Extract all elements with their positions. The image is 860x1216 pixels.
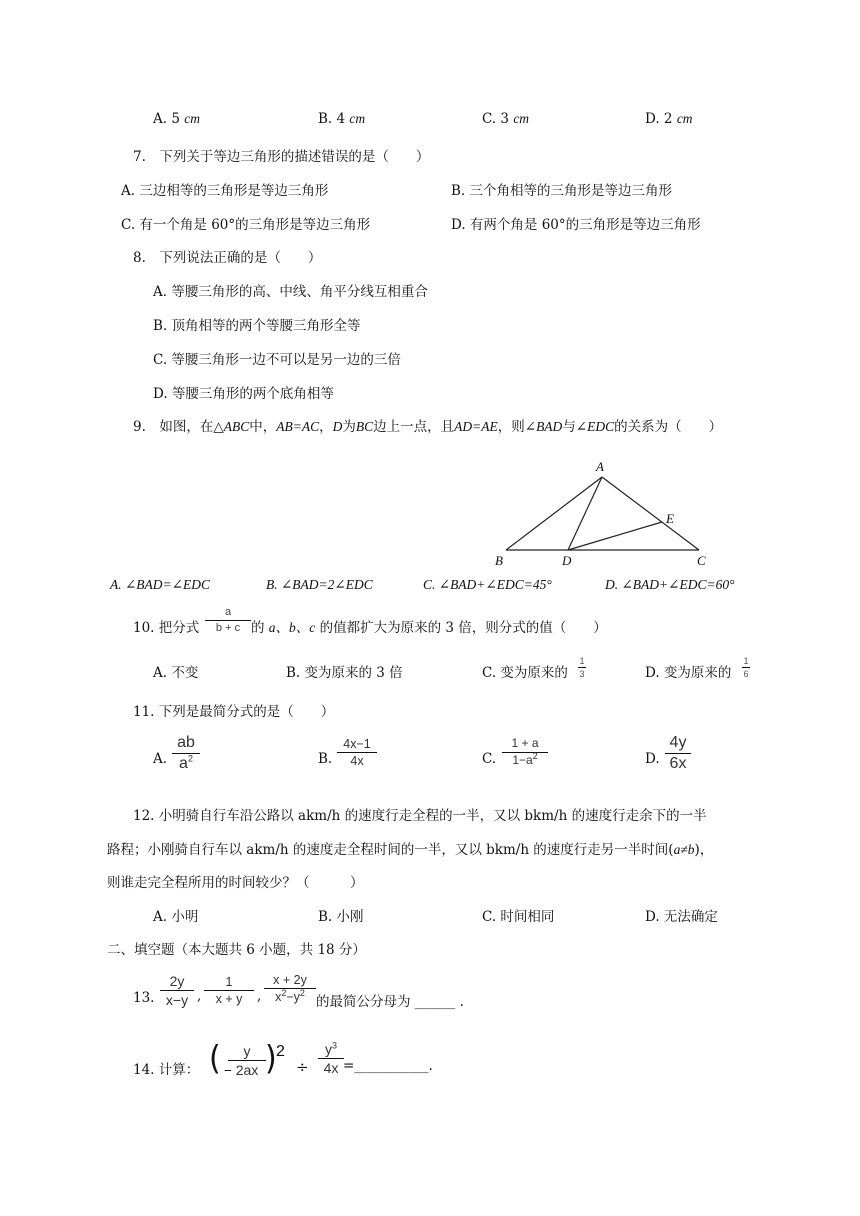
label-e: E <box>666 511 674 526</box>
q6-option-d: D. 2 cm <box>645 111 693 127</box>
q13-fraction-3: x + 2y $x^2-y^2$ <box>264 973 316 1005</box>
q7-option-a: A. 三边相等的三角形是等边三角形 <box>121 183 329 199</box>
q8-option-d: D. 等腰三角形的两个底角相等 <box>153 386 334 402</box>
q14-exponent: 2 <box>276 1043 285 1060</box>
q9-option-c: C. ∠BAD+∠EDC=45° <box>423 577 552 592</box>
q12-option-d: D. 无法确定 <box>645 909 718 925</box>
q14-answer-blank: =___________. <box>343 1058 433 1074</box>
q12-option-a: A. 小明 <box>153 909 199 925</box>
segment-ad <box>568 477 602 550</box>
q8-option-a: A. 等腰三角形的高、中线、角平分线互相重合 <box>153 284 428 300</box>
q10-option-d: D. 变为原来的 <box>645 665 732 681</box>
q10-option-b: B. 变为原来的 3 倍 <box>286 665 403 681</box>
q11-option-a-fraction: ab $a^2$ <box>172 734 200 774</box>
q13-number: 13. <box>133 990 155 1006</box>
q8-option-c: C. 等腰三角形一边不可以是另一边的三倍 <box>153 352 401 368</box>
q11-option-d-fraction: 4y 6x <box>665 734 691 774</box>
left-paren-icon: ( <box>209 1039 221 1078</box>
q7-stem: 7. 下列关于等边三角形的描述错误的是（ ） <box>133 149 430 165</box>
q14-fraction-1: y 2ax <box>228 1043 266 1078</box>
q7-option-d: D. 有两个角是 60°的三角形是等边三角形 <box>451 217 701 233</box>
q13-separator-2: , <box>257 988 262 1004</box>
q14-minus-sign: − <box>224 1063 232 1078</box>
segment-ab <box>506 477 602 550</box>
q10-option-a: A. 不变 <box>153 665 199 681</box>
q7-option-c: C. 有一个角是 60°的三角形是等边三角形 <box>121 217 371 233</box>
q7-option-b: B. 三个角相等的三角形是等边三角形 <box>451 183 673 199</box>
q12-option-c: C. 时间相同 <box>482 909 555 925</box>
q9-stem: 9. 如图，在△ABC中，AB=AC，D为BC边上一点，且AD=AE，则∠BAD与∠EDC的关系为（ ） <box>133 419 723 435</box>
q13-fraction-2: 1 x + y <box>204 975 254 1007</box>
q11-option-c-fraction: 1 + a $1-a^2$ <box>502 737 548 768</box>
q14-divide-sign: ÷ <box>296 1058 309 1076</box>
q14-fraction-2: $y^3$ 4x <box>318 1041 344 1076</box>
q10-option-d-fraction: 1 6 <box>743 656 749 680</box>
label-b: B <box>495 553 503 568</box>
label-a: A <box>596 459 604 474</box>
q11-option-b-label: B. <box>318 751 333 767</box>
section-2-heading: 二、填空题（本大题共 6 小题，共 18 分） <box>107 942 366 958</box>
q11-stem: 11. 下列是最简分式的是（ ） <box>133 704 335 720</box>
q13-separator-1: , <box>197 988 202 1004</box>
right-paren-icon: ) <box>265 1039 277 1078</box>
q12-line-2: 路程；小刚骑自行车以 akm/h 的速度走全程时间的一半，又以 bkm/h 的速度行走另一半时间(a≠b)， <box>107 842 714 858</box>
q13-fraction-1: 2y x−y <box>160 973 194 1008</box>
label-d: D <box>562 553 572 568</box>
q9-option-b: B. ∠BAD=2∠EDC <box>266 577 373 592</box>
q6-option-a: A. 5 cm <box>153 111 200 127</box>
q12-option-b: B. 小刚 <box>318 909 364 925</box>
q11-option-b-fraction: 4x−1 4x <box>337 737 377 769</box>
q12-line-1: 12. 小明骑自行车沿公路以 akm/h 的速度行走全程的一半，又以 bkm/h 的速度行走余下的一半 <box>133 808 707 824</box>
segment-ac <box>602 477 699 550</box>
q10-option-c: C. 变为原来的 <box>482 665 568 681</box>
q11-option-c-label: C. <box>482 751 497 767</box>
q12-line-3: 则谁走完全程所用的时间较少？（ ） <box>107 875 364 891</box>
q10-fraction: a b + c <box>205 606 251 634</box>
q6-option-b: B. 4 cm <box>318 111 366 127</box>
q10-option-c-fraction: 1 3 <box>579 656 585 680</box>
segment-de <box>568 522 662 550</box>
q9-triangle-figure <box>488 455 720 573</box>
q11-option-a-label: A. <box>153 751 168 767</box>
q13-tail: 的最简公分母为 ______ . <box>316 994 464 1010</box>
q9-option-a: A. ∠BAD=∠EDC <box>110 577 210 592</box>
label-c: C <box>697 553 706 568</box>
q10-stem-suffix: 的 a、b、c 的值都扩大为原来的 3 倍，则分式的值（ ） <box>251 620 607 636</box>
q6-option-c: C. 3 cm <box>482 111 530 127</box>
q10-stem-prefix: 10. 把分式 <box>133 620 200 636</box>
q8-option-b: B. 顶角相等的两个等腰三角形全等 <box>153 318 361 334</box>
q8-stem: 8. 下列说法正确的是（ ） <box>133 250 322 266</box>
q9-option-d: D. ∠BAD+∠EDC=60° <box>605 577 735 592</box>
q14-label: 14. 计算： <box>133 1062 200 1078</box>
q11-option-d-label: D. <box>645 751 660 767</box>
